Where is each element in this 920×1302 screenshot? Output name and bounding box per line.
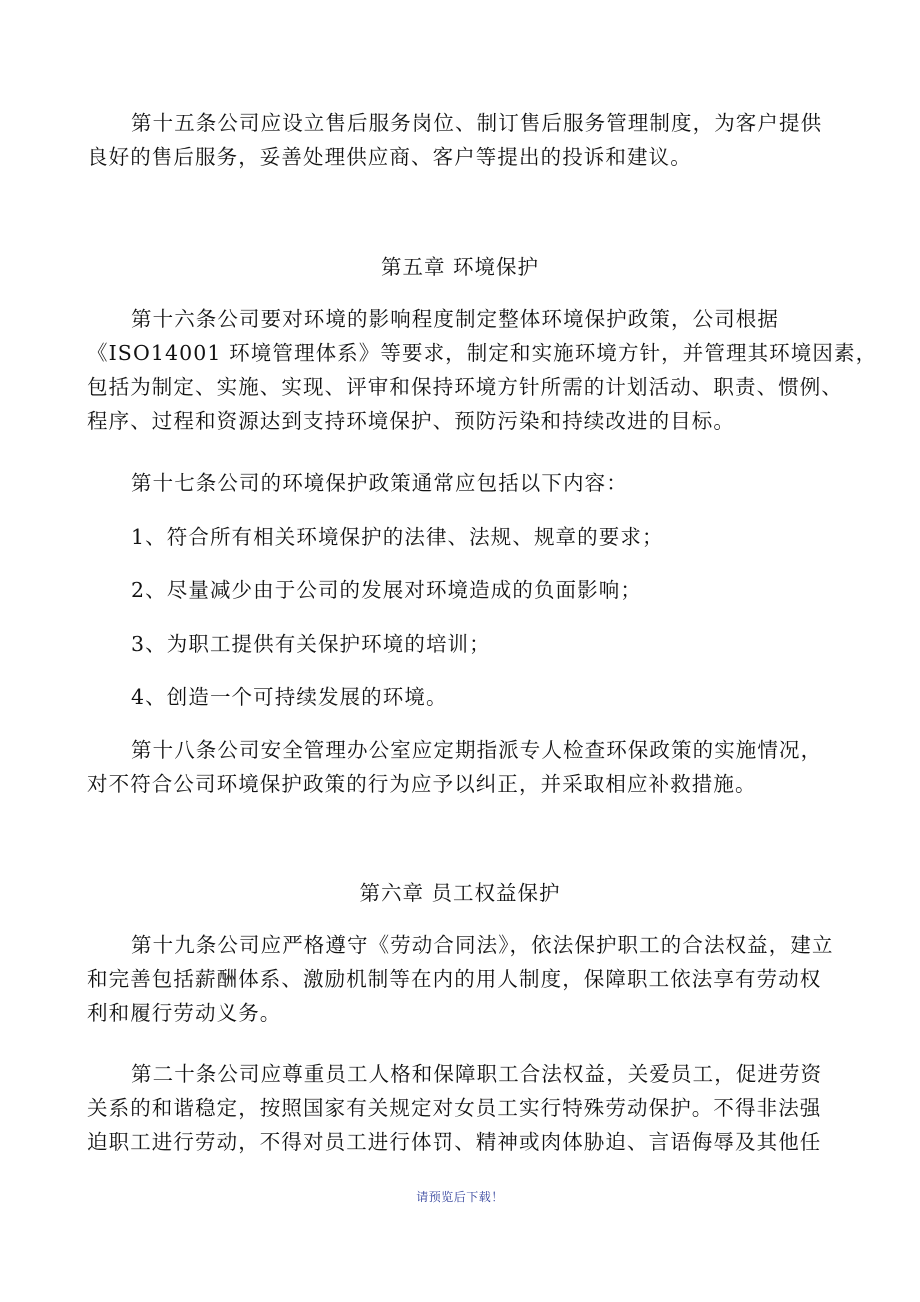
article-20-line-3: 迫职工进行劳动，不得对员工进行体罚、精神或肉体胁迫、言语侮辱及其他任 [87,1130,822,1154]
article-15-line-2: 良好的售后服务，妥善处理供应商、客户等提出的投诉和建议。 [87,145,692,169]
list-item-4: 4、创造一个可持续发展的环境。 [131,685,448,709]
list-item [87,520,857,554]
article-20-line-2: 关系的和谐稳定，按照国家有关规定对女员工实行特殊劳动保护。不得非法强 [87,1096,822,1120]
list-item [87,573,857,607]
article-19-line-2: 和完善包括薪酬体系、激励机制等在内的用人制度，保障职工依法享有劳动权 [87,967,822,991]
list-item-1: 1、符合所有相关环境保护的法律、法规、规章的要求； [131,525,664,549]
article-19 [87,928,857,1030]
chapter-6-title: 第六章 员工权益保护 [359,881,561,905]
article-16 [87,302,878,438]
article-19-line-1: 第十九条公司应严格遵守《劳动合同法》，依法保护职工的合法权益，建立 [131,933,834,957]
article-18-line-1: 第十八条公司安全管理办公室应定期指派专人检查环保政策的实施情况， [131,738,823,762]
article-16-line-1: 第十六条公司要对环境的影响程度制定整体环境保护政策，公司根据 [131,307,779,331]
article-18 [87,733,857,801]
article-20-line-1: 第二十条公司应尊重员工人格和保障职工合法权益，关爱员工，促进劳资 [131,1062,823,1086]
article-19-line-3: 利和履行劳动义务。 [87,1001,282,1025]
article-17-line-1: 第十七条公司的环境保护政策通常应包括以下内容： [131,471,628,495]
chapter-5-title: 第五章 环境保护 [380,255,540,279]
list-item [87,680,857,714]
article-16-line-2: 《ISO14001 环境管理体系》等要求，制定和实施环境方针，并管理其环境因素， [87,341,878,365]
list-item-2: 2、尽量减少由于公司的发展对环境造成的负面影响； [131,578,642,602]
list-item [87,627,857,661]
article-17 [87,466,857,500]
article-16-line-3: 包括为制定、实施、实现、评审和保持环境方针所需的计划活动、职责、惯例、 [87,375,843,399]
article-15-line-1: 第十五条公司应设立售后服务岗位、制订售后服务管理制度，为客户提供 [131,111,823,135]
article-16-line-4: 程序、过程和资源达到支持环境保护、预防污染和持续改进的目标。 [87,409,735,433]
list-item-3: 3、为职工提供有关保护环境的培训； [131,632,491,656]
article-15 [87,106,857,174]
article-20 [87,1057,857,1159]
download-footer-note: 请预览后下载！ [416,1190,504,1204]
article-18-line-2: 对不符合公司环境保护政策的行为应予以纠正，并采取相应补救措施。 [87,772,757,796]
